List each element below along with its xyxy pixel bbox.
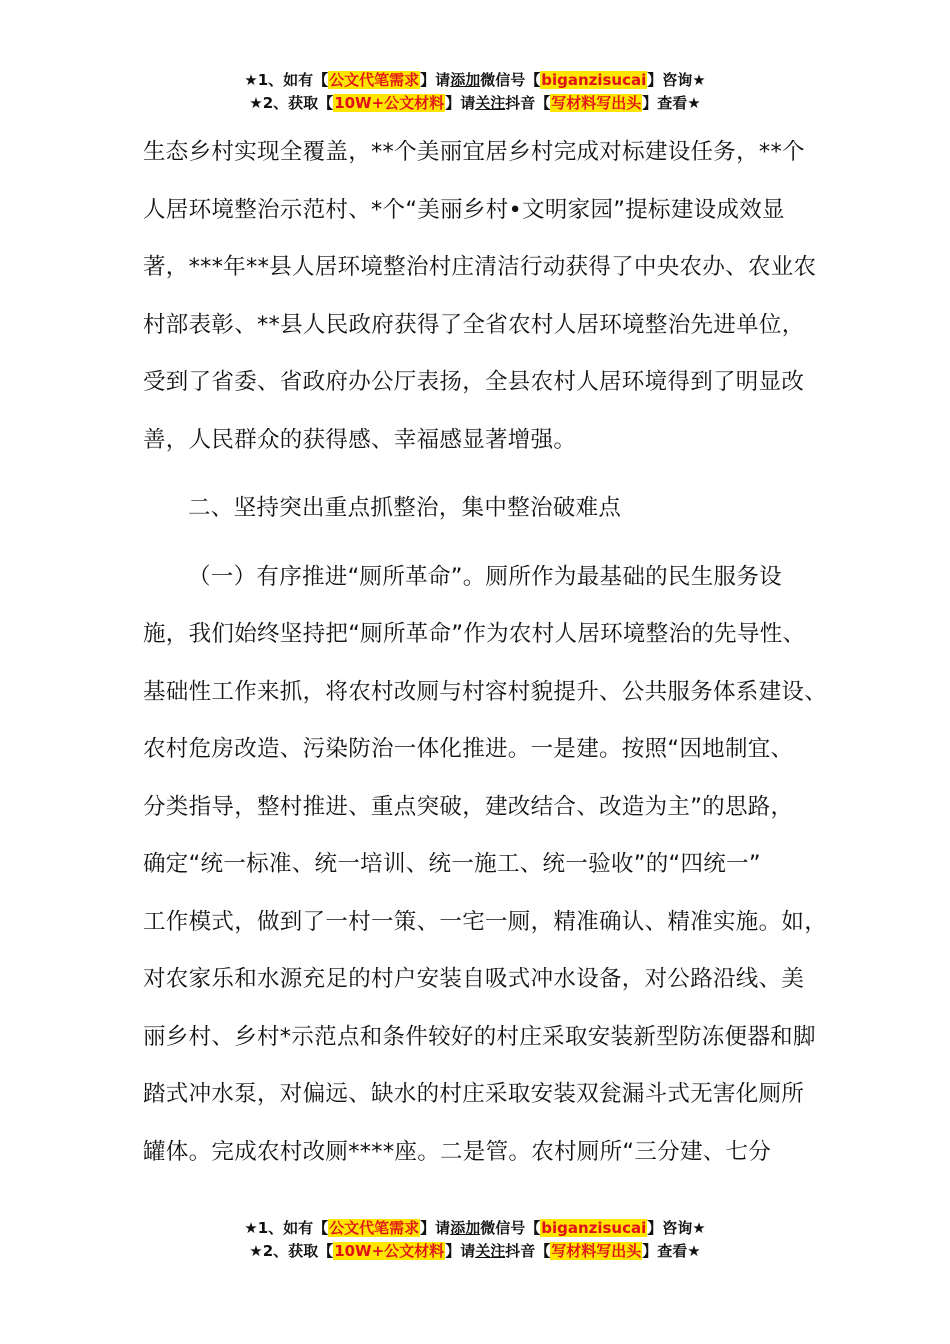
paragraph-line: 善，人民群众的获得感、幸福感显著增强。 bbox=[143, 426, 577, 453]
paragraph-line: 对农家乐和水源充足的村户安装自吸式冲水设备，对公路沿线、美 bbox=[143, 966, 805, 992]
highlight-douyin-account: 写材料写出头 bbox=[551, 1242, 642, 1260]
highlight-wechat-id: biganzisucai bbox=[541, 71, 647, 89]
highlight-wechat-id: biganzisucai bbox=[541, 1219, 647, 1237]
paragraph-line: 确定“统一标准、统一培训、统一施工、统一验收”的“四统一” bbox=[143, 851, 761, 877]
paragraph-line: 丽乡村、乡村*示范点和条件较好的村庄采取安装新型防冻便器和脚 bbox=[143, 1023, 816, 1050]
paragraph-line: 人居环境整治示范村、*个“美丽乡村•文明家园”提标建设成效显 bbox=[143, 196, 785, 223]
highlight-writing-service: 公文代笔需求 bbox=[329, 1219, 420, 1237]
paragraph-line: 踏式冲水泵，对偏远、缺水的村庄采取安装双瓮漏斗式无害化厕所 bbox=[143, 1081, 805, 1107]
paragraph-line: （一）有序推进“厕所革命”。厕所作为最基础的民生服务设 bbox=[188, 563, 782, 590]
paragraph-line: 受到了省委、省政府办公厅表扬，全县农村人居环境得到了明显改 bbox=[143, 369, 805, 395]
paragraph-line: 罐体。完成农村改厕****座。二是管。农村厕所“三分建、七分 bbox=[143, 1138, 772, 1165]
highlight-douyin-account: 写材料写出头 bbox=[551, 94, 642, 112]
highlight-writing-service: 公文代笔需求 bbox=[329, 71, 420, 89]
header-banner bbox=[0, 69, 950, 115]
paragraph-line: 村部表彰、**县人民政府获得了全省农村人居环境整治先进单位， bbox=[143, 311, 805, 338]
paragraph-line: 农村危房改造、污染防治一体化推进。一是建。按照“因地制宜、 bbox=[143, 736, 794, 762]
banner-line-2: ★2、获取【10W+公文材料】请关注抖音【写材料写出头】查看★ bbox=[249, 1242, 701, 1260]
paragraph-line: 生态乡村实现全覆盖，**个美丽宜居乡村完成对标建设任务，**个 bbox=[143, 139, 805, 165]
spacer bbox=[143, 538, 833, 549]
highlight-materials: 10W+公文材料 bbox=[334, 94, 445, 112]
paragraph-line: 基础性工作来抓，将农村改厕与村容村貌提升、公共服务体系建设、 bbox=[143, 678, 828, 705]
spacer bbox=[143, 469, 833, 480]
banner-line-2: ★2、获取【10W+公文材料】请关注抖音【写材料写出头】查看★ bbox=[249, 94, 701, 112]
paragraph-line: 著，***年**县人居环境整治村庄清洁行动获得了中央农办、农业农 bbox=[143, 254, 817, 280]
section-heading: 二、坚持突出重点抓整治，集中整治破难点 bbox=[188, 495, 622, 521]
banner-line-1: ★1、如有【公文代笔需求】请添加微信号【biganzisucai】咨询★ bbox=[244, 1219, 706, 1237]
footer-banner bbox=[0, 1217, 950, 1263]
highlight-materials: 10W+公文材料 bbox=[334, 1242, 445, 1260]
paragraph-line: 分类指导，整村推进、重点突破，建改结合、改造为主”的思路， bbox=[143, 793, 794, 820]
document-body bbox=[143, 124, 833, 1181]
paragraph-line: 施，我们始终坚持把“厕所革命”作为农村人居环境整治的先导性、 bbox=[143, 621, 806, 647]
paragraph-line: 工作模式，做到了一村一策、一宅一厕，精准确认、精准实施。如， bbox=[143, 908, 828, 935]
banner-line-1: ★1、如有【公文代笔需求】请添加微信号【biganzisucai】咨询★ bbox=[244, 71, 706, 89]
